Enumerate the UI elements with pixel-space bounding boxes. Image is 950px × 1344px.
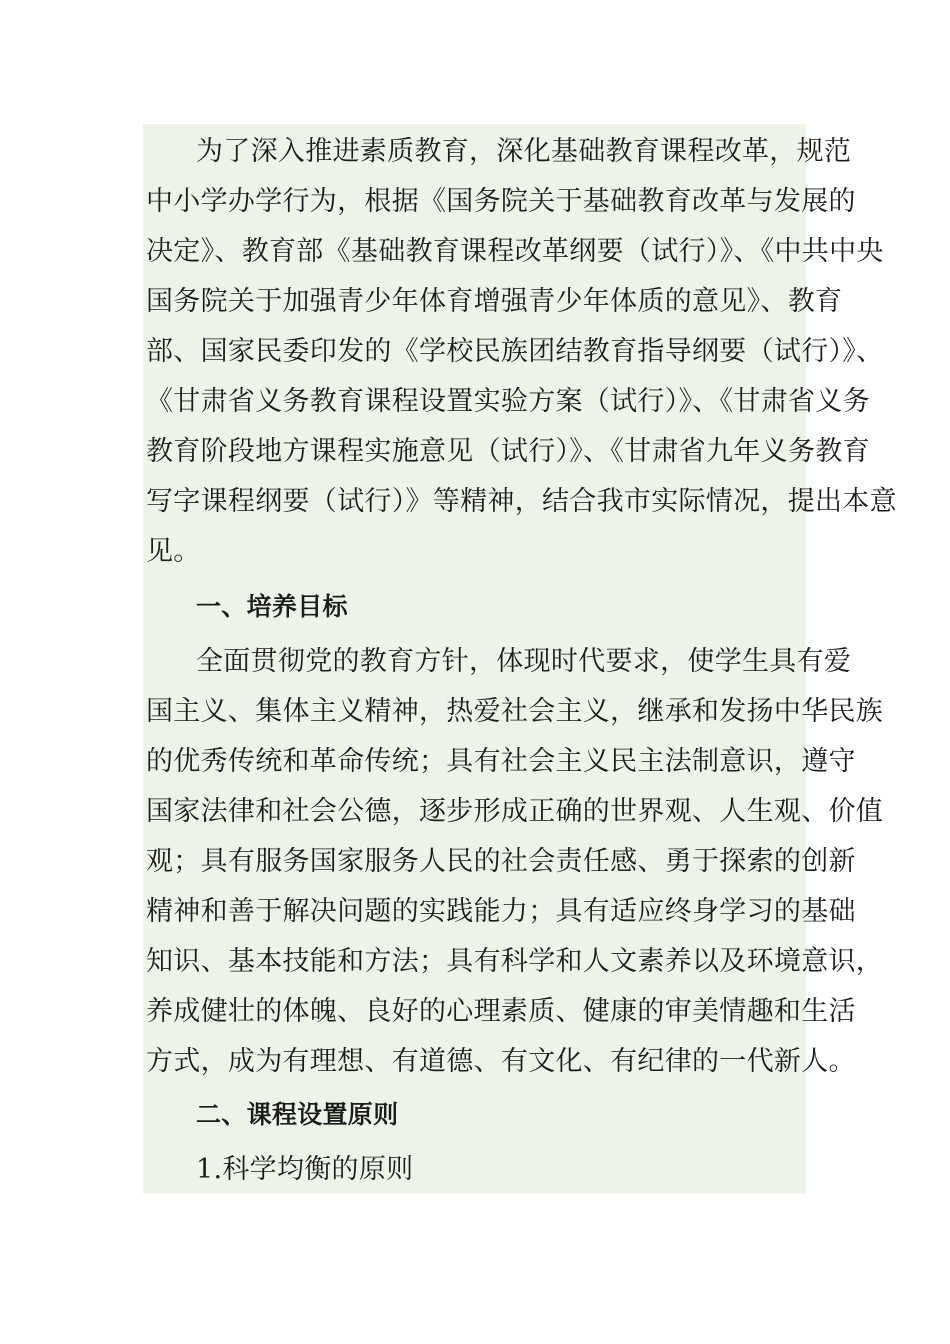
intro-line-7: 教育阶段地方课程实施意见（试行）》、《甘肃省九年义务教育: [146, 436, 870, 467]
intro-line-3: 决定》、教育部《基础教育课程改革纲要（试行）》、《中共中央: [146, 236, 884, 267]
section1-line-6: 精神和善于解决问题的实践能力；具有适应终身学习的基础: [146, 896, 856, 927]
section1-line-2: 国主义、集体主义精神，热爱社会主义，继承和发扬中华民族: [146, 696, 884, 727]
intro-line-9: 见。: [146, 536, 201, 567]
section1-line-1: 全面贯彻党的教育方针，体现时代要求，使学生具有爱: [196, 646, 852, 677]
section1-line-9: 方式，成为有理想、有道德、有文化、有纪律的一代新人。: [146, 1046, 856, 1077]
intro-line-1: 为了深入推进素质教育，深化基础教育课程改革，规范: [196, 136, 852, 167]
intro-line-2: 中小学办学行为，根据《国务院关于基础教育改革与发展的: [146, 186, 856, 217]
intro-line-6: 《甘肃省义务教育课程设置实验方案（试行）》、《甘肃省义务: [146, 386, 870, 417]
intro-line-8: 写字课程纲要（试行）》等精神，结合我市实际情况，提出本意: [146, 486, 897, 517]
section2-item-1: 1.科学均衡的原则: [196, 1154, 414, 1185]
section1-line-5: 观；具有服务国家服务人民的社会责任感、勇于探索的创新: [146, 846, 856, 877]
section1-line-7: 知识、基本技能和方法；具有科学和人文素养以及环境意识，: [146, 946, 884, 977]
intro-line-4: 国务院关于加强青少年体育增强青少年体质的意见》、教育: [146, 286, 843, 317]
section1-line-4: 国家法律和社会公德，逐步形成正确的世界观、人生观、价值: [146, 796, 884, 827]
section1-line-3: 的优秀传统和革命传统；具有社会主义民主法制意识，遵守: [146, 746, 856, 777]
section1-line-8: 养成健壮的体魄、良好的心理素质、健康的审美情趣和生活: [146, 996, 856, 1027]
section-heading-course-principles: 二、课程设置原则: [196, 1100, 399, 1129]
intro-line-5: 部、国家民委印发的《学校民族团结教育指导纲要（试行）》、: [146, 336, 884, 367]
section-heading-training-goals: 一、培养目标: [196, 592, 348, 621]
